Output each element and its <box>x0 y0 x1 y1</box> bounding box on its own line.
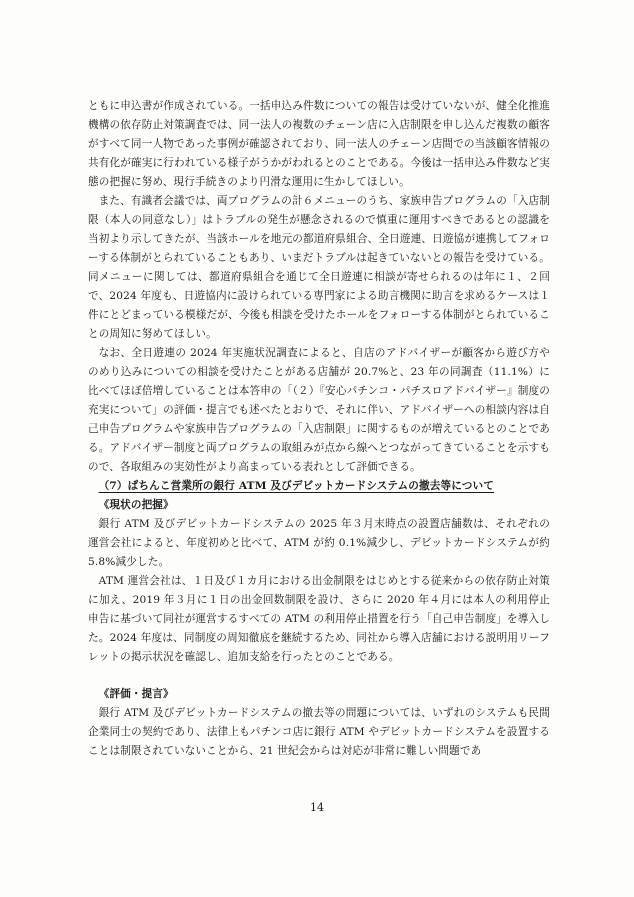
page-number: 14 <box>310 801 324 814</box>
spacer <box>88 667 550 685</box>
paragraph-evaluation: 銀行 ATM 及びデビットカードシステムの撤去等の問題については、いずれのシステムも民間企業同士の契約であり、法律上もパチンコ店に銀行 ATM やデビットカードシステムを設置することは制限されていないことから、21 世紀会からは対応が非常に難しい問題であ <box>88 707 550 757</box>
body-text <box>88 97 550 761</box>
paragraph-expert-meeting: また、有識者会議では、両プログラムの計６メニューのうち、家族申告プログラムの「入店制限（本人の同意なし）」はトラブルの発生が懸念されるので慎重に運用すべきであるとの認識を当初より示してきたが、当該ホールを地元の都道府県組合、全日遊連、日遊協が連携してフォローする体制がとられていることもあり、いまだトラブルは起きていないとの報告を受けている。同メニューに関しては、都道府県組合を通じて全日遊連に相談が寄せられるのは年に１、２回で、2024 年度も、日遊協内に設けられている専門家による助言機関に助言を求めるケースは１件にとどまっている模様だが、今後も相談を受けたホールをフォローする体制がとられていることの周知に努めてほしい。 <box>88 195 550 340</box>
paragraph-continued: ともに申込書が作成されている。一括申込み件数についての報告は受けていないが、健全化推進機構の依存防止対策調査では、同一法人の複数のチェーン店に入店制限を申し込んだ複数の顧客がすべて同一人物であった事例が確認されており、同一法人のチェーン店間での当該顧客情報の共有化が確実に行われている様子がうかがわれるとのことである。今後は一括申込み件数など実態の把握に努め、現行手続きのより円滑な運用に生かしてほしい。 <box>88 100 550 188</box>
subheading-current-status: 《現状の把握》 <box>98 499 174 511</box>
paragraph-atm-operator: ATM 運営会社は、１日及び１カ月における出金制限をはじめとする従来からの依存防止対策に加え、2019 年３月に１日の出金回数制限を設け、さらに 2020 年４月には本人の利用停止申告に基づいて同社が運営するすべての ATM の利用停止措置を行う「自己申告制度」を導入した。2024 年度は、同制度の周知徹底を継続するため、同社から導入店舗における説明用リーフレットの掲示状況を確認し、追加支給を行ったとのことである。 <box>88 575 551 663</box>
paragraph-store-count: 銀行 ATM 及びデビットカードシステムの 2025 年３月末時点の設置店舗数は、それぞれの運営会社によると、年度初めと比べて、ATM が約 0.1%減少し、デビットカードシステムが約 5.8%減少した。 <box>88 518 550 568</box>
subheading-evaluation: 《評価・提言》 <box>98 688 174 700</box>
paragraph-survey: なお、全日遊連の 2024 年実施状況調査によると、自店のアドバイザーが顧客から遊び方やのめり込みについての相談を受けたことがある店舗が 20.7%と、23 年の同調査（11.1%）に比べてほぼ倍増していることは本答申の「（２）『安心パチンコ・パチスロアドバイザー』制度の充実について」の評価・提言でも述べたとおりで、それに伴い、アドバイザーへの相談内容は自己申告プログラムや家族申告プログラムの「入店制限」に関するものが増えているとのことである。アドバイザー制度と両プログラムの取組みが点から線へとつながってきていることを示すもので、各取組みの実効性がより高まっている表れとして評価できる。 <box>88 347 550 473</box>
section-title: （7）ぱちんこ営業所の銀行 ATM 及びデビットカードシステムの撤去等について <box>98 480 495 492</box>
